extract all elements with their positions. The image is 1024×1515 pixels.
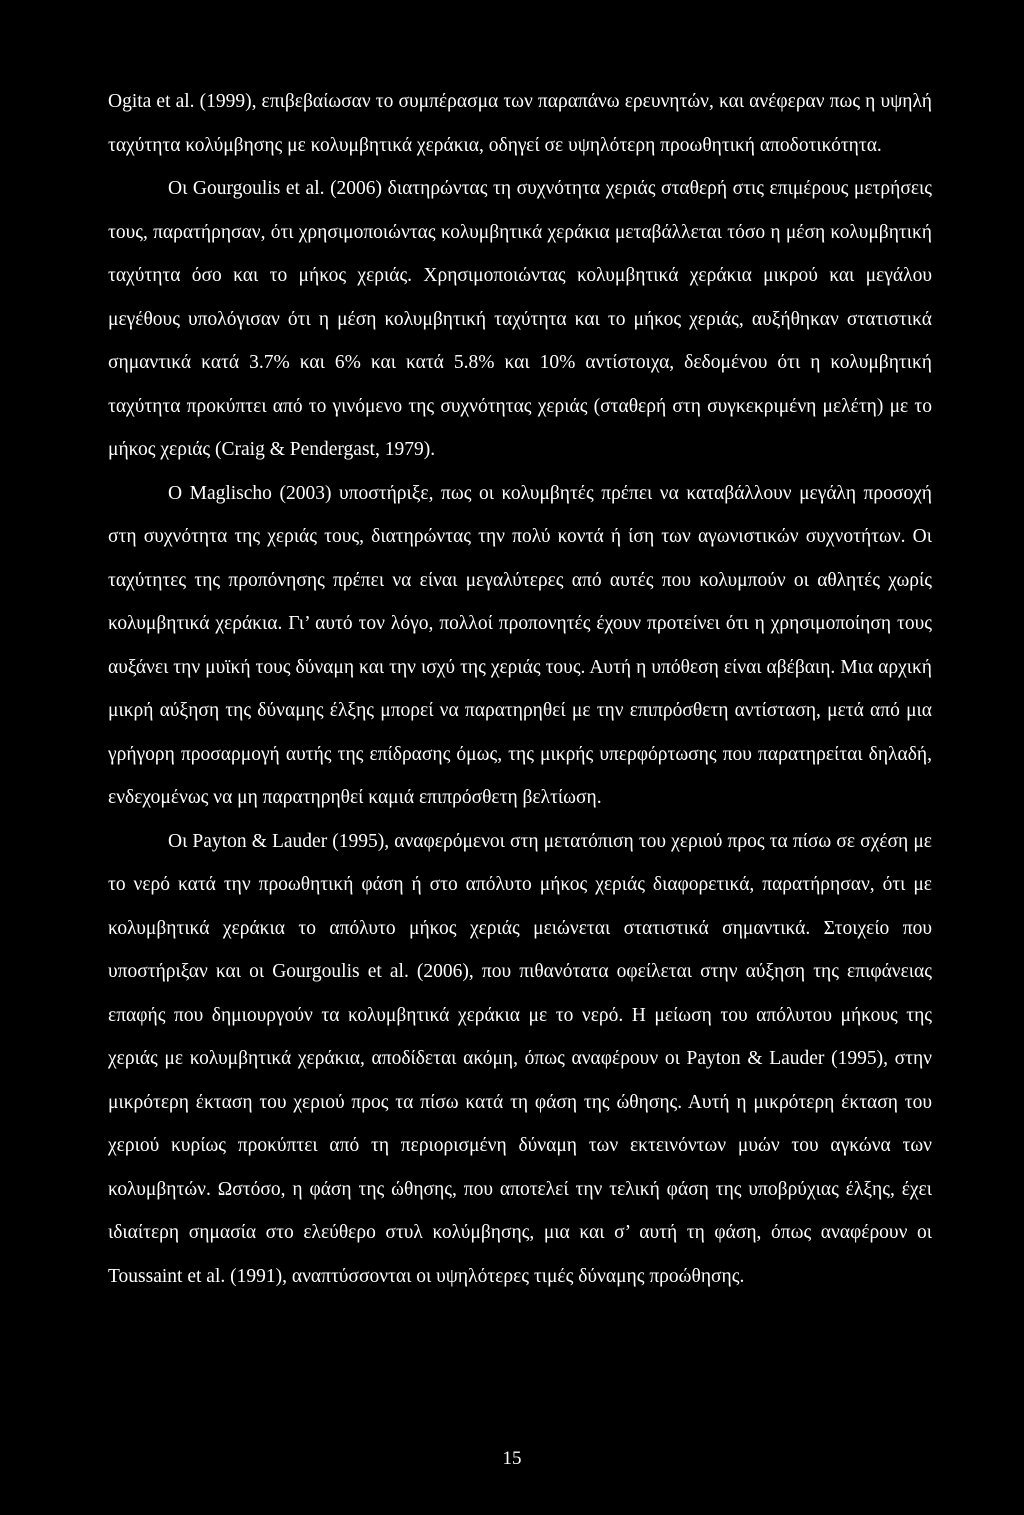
paragraph: Ο Maglischo (2003) υποστήριξε, πως οι κολυμβητές πρέπει να καταβάλλουν μεγάλη προσοχή στη συχνότητα της χεριάς τους, διατηρώντας την πολύ κοντά ή ίση των αγωνιστικών συχνοτήτων. Οι ταχύτητες της προπόνησης πρέπει να είναι μεγαλύτερες από αυτές που κολυμπούν οι αθλητές χωρίς κολυμβητικά χεράκια. Γι’ αυτό τον λόγο, πολλοί προπονητές έχουν προτείνει ότι η χρησιμοποίηση τους αυξάνει την μυϊκή τους δύναμη και την ισχύ της χεριάς τους. Αυτή η υπόθεση είναι αβέβαιη. Μια αρχική μικρή αύξηση της δύναμης έλξης μπορεί να παρατηρηθεί με την επιπρόσθετη αντίσταση, μετά από μια γρήγορη προσαρμογή αυτής της επίδρασης όμως, της μικρής υπερφόρτωσης που παρατηρείται δηλαδή, ενδεχομένως να μη παρατηρηθεί καμιά επιπρόσθετη βελτίωση. <box>108 482 932 808</box>
document-body <box>108 80 932 1298</box>
paragraph: Οι Payton & Lauder (1995), αναφερόμενοι στη μετατόπιση του χεριού προς τα πίσω σε σχέση με το νερό κατά την προωθητική φάση ή στο απόλυτο μήκος χεριάς διαφορετικά, παρατήρησαν, ότι με κολυμβητικά χεράκια το απόλυτο μήκος χεριάς μειώνεται στατιστικά σημαντικά. Στοιχείο που υποστήριξαν και οι Gourgoulis et al. (2006), που πιθανότατα οφείλεται στην αύξηση της επιφάνειας επαφής που δημιουργούν τα κολυμβητικά χεράκια με το νερό. Η μείωση του απόλυτου μήκους της χεριάς με κολυμβητικά χεράκια, αποδίδεται ακόμη, όπως αναφέρουν οι Payton & Lauder (1995), στην μικρότερη έκταση του χεριού προς τα πίσω κατά τη φάση της ώθησης. Αυτή η μικρότερη έκταση του χεριού κυρίως προκύπτει από τη περιορισμένη δύναμη των εκτεινόντων μυών του αγκώνα των κολυμβητών. Ωστόσο, η φάση της ώθησης, που αποτελεί την τελική φάση της υποβρύχιας έλξης, έχει ιδιαίτερη σημασία στο ελεύθερο στυλ κολύμβησης, μια και σ’ αυτή τη φάση, όπως αναφέρουν οι Toussaint et al. (1991), αναπτύσσονται οι υψηλότερες τιμές δύναμης προώθησης. <box>108 830 932 1287</box>
paragraph: Ogita et al. (1999), επιβεβαίωσαν το συμπέρασμα των παραπάνω ερευνητών, και ανέφεραν πως η υψηλή ταχύτητα κολύμβησης με κολυμβητικά χεράκια, οδηγεί σε υψηλότερη προωθητική αποδοτικότητα. <box>108 91 932 156</box>
paragraph: Οι Gourgoulis et al. (2006) διατηρώντας τη συχνότητα χεριάς σταθερή στις επιμέρους μετρήσεις τους, παρατήρησαν, ότι χρησιμοποιώντας κολυμβητικά χεράκια μεταβάλλεται τόσο η μέση κολυμβητική ταχύτητα όσο και το μήκος χεριάς. Χρησιμοποιώντας κολυμβητικά χεράκια μικρού και μεγάλου μεγέθους υπολόγισαν ότι η μέση κολυμβητική ταχύτητα και το μήκος χεριάς, αυξήθηκαν στατιστικά σημαντικά κατά 3.7% και 6% και κατά 5.8% και 10% αντίστοιχα, δεδομένου ότι η κολυμβητική ταχύτητα προκύπτει από το γινόμενο της συχνότητας χεριάς (σταθερή στη συγκεκριμένη μελέτη) με το μήκος χεριάς (Craig & Pendergast, 1979). <box>108 178 932 460</box>
page-number: 15 <box>502 1448 522 1469</box>
